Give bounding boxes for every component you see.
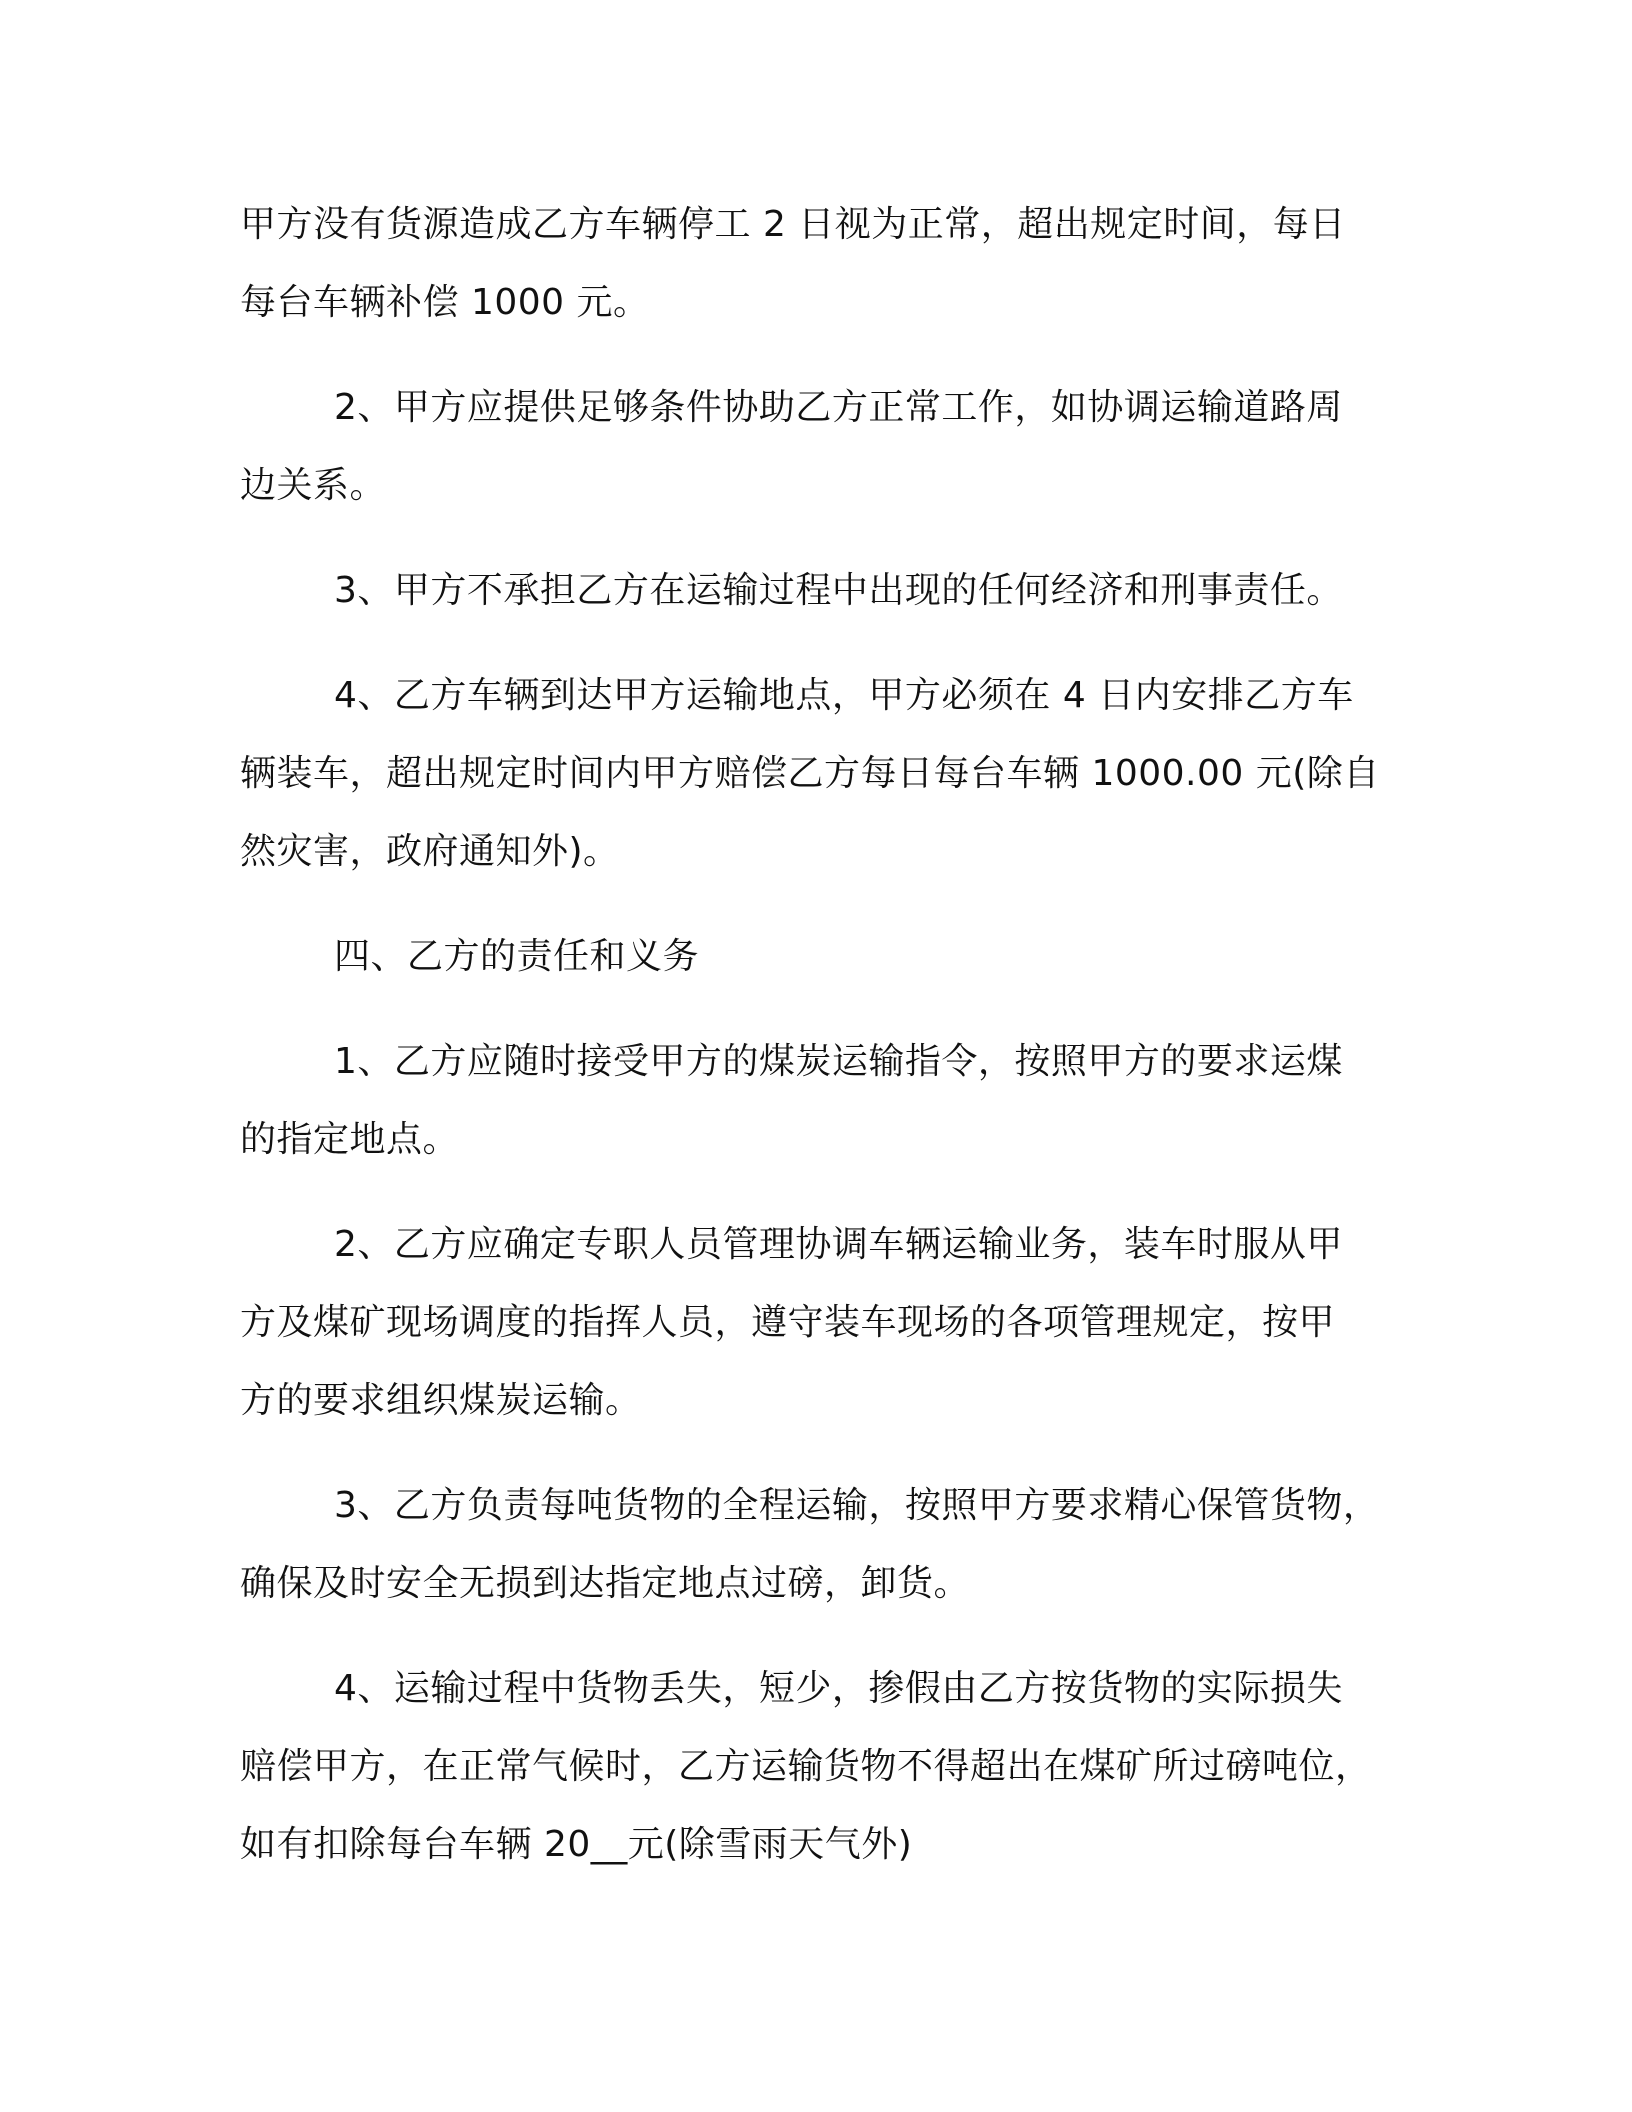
text-line: 4、运输过程中货物丢失，短少，掺假由乙方按货物的实际损失: [334, 1668, 1343, 1709]
text-line: 辆装车，超出规定时间内甲方赔偿乙方每日每台车辆 1000.00 元(除自: [240, 753, 1380, 794]
paragraph-party-a-clause-3: [240, 552, 1390, 630]
text-line: 每台车辆补偿 1000 元。: [240, 282, 650, 323]
document-body: [240, 186, 1390, 1911]
text-line: 3、甲方不承担乙方在运输过程中出现的任何经济和刑事责任。: [334, 570, 1343, 611]
paragraph-party-a-clause-4: [240, 657, 1390, 891]
text-line: 方的要求组织煤炭运输。: [240, 1380, 642, 1421]
text-line: 如有扣除每台车辆 20__元(除雪雨天气外): [240, 1824, 913, 1865]
paragraph-party-b-clause-2: [240, 1206, 1390, 1440]
text-line: 1、乙方应随时接受甲方的煤炭运输指令，按照甲方的要求运煤: [334, 1041, 1343, 1082]
text-line: 2、乙方应确定专职人员管理协调车辆运输业务，装车时服从甲: [334, 1224, 1343, 1265]
text-line: 确保及时安全无损到达指定地点过磅，卸货。: [240, 1563, 971, 1604]
section-heading-party-b-duties: [240, 918, 1390, 996]
section-heading: 四、乙方的责任和义务: [334, 936, 700, 977]
text-line: 甲方没有货源造成乙方车辆停工 2 日视为正常，超出规定时间，每日: [240, 204, 1346, 245]
text-line: 2、甲方应提供足够条件协助乙方正常工作，如协调运输道路周: [334, 387, 1343, 428]
text-line: 3、乙方负责每吨货物的全程运输，按照甲方要求精心保管货物，: [334, 1485, 1380, 1526]
paragraph-party-b-clause-1: [240, 1023, 1390, 1179]
paragraph-party-b-clause-4: [240, 1650, 1390, 1884]
text-line: 赔偿甲方，在正常气候时，乙方运输货物不得超出在煤矿所过磅吨位，: [240, 1746, 1372, 1787]
text-line: 然灾害，政府通知外)。: [240, 831, 620, 872]
text-line: 的指定地点。: [240, 1119, 460, 1160]
paragraph-party-a-clause-2: [240, 369, 1390, 525]
text-line: 方及煤矿现场调度的指挥人员，遵守装车现场的各项管理规定，按甲: [240, 1302, 1336, 1343]
paragraph-no-goods-compensation: [240, 186, 1390, 342]
paragraph-party-b-clause-3: [240, 1467, 1390, 1623]
text-line: 4、乙方车辆到达甲方运输地点，甲方必须在 4 日内安排乙方车: [334, 675, 1354, 716]
text-line: 边关系。: [240, 465, 387, 506]
